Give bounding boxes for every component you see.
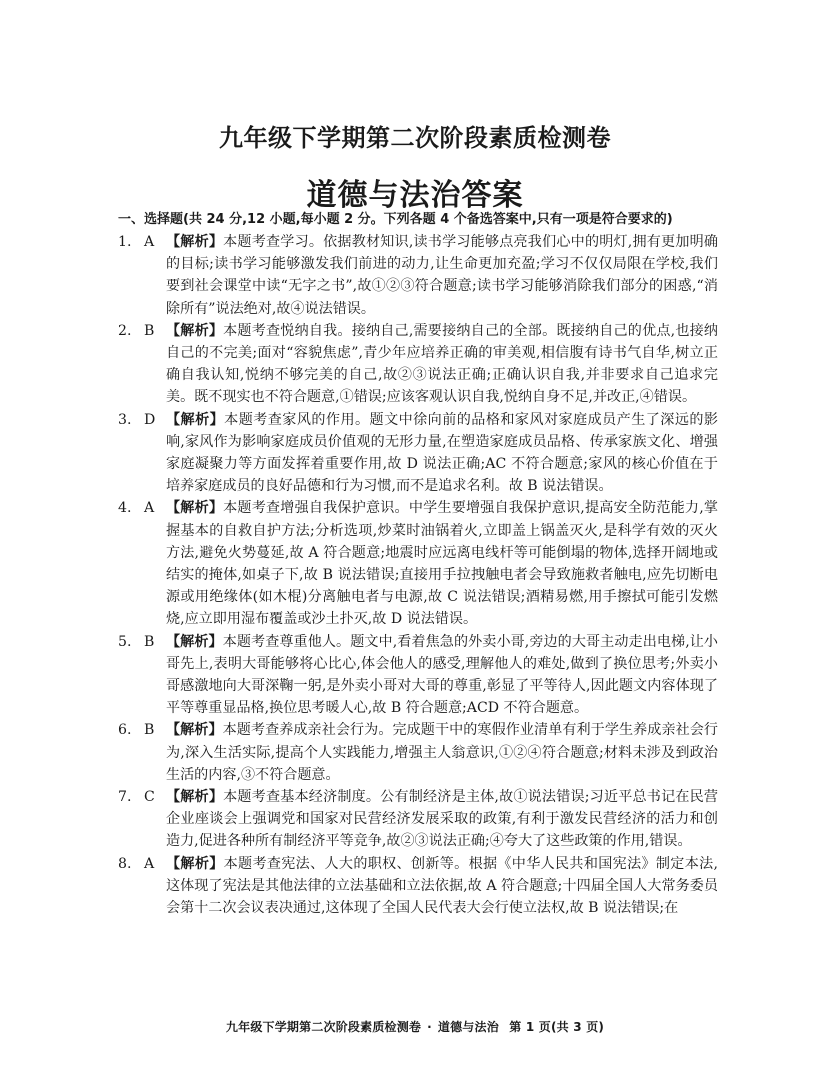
footer-separator: ·	[427, 1020, 432, 1034]
answer-explanation	[118, 719, 718, 786]
answer-number: 5.	[118, 633, 132, 650]
answer-item-3	[118, 409, 718, 498]
analysis-tag: 【解析】	[166, 855, 224, 872]
section-heading: 一、选择题(共 24 分,12 小题,每小题 2 分。下列各题 4 个备选答案中,只有一项是符合要求的)	[118, 212, 673, 227]
answer-number: 7.	[118, 789, 132, 806]
exam-title: 九年级下学期第二次阶段素质检测卷	[219, 123, 611, 152]
explanation-text: 本题考查尊重他人。题文中,看着焦急的外卖小哥,旁边的大哥主动走出电梯,让小哥先上,表明大哥能够将心比心,体会他人的感受,理解他人的难处,做到了换位思考;外卖小哥感激地向大哥深鞠一躬,是外卖小哥对大哥的尊重,彰显了平等待人,因此题文内容体现了平等尊重显品格,换位思考暖人心,故 B 符合题意;ACD 不符合题意。	[166, 633, 719, 717]
answer-number: 2.	[118, 322, 132, 339]
explanation-text: 本题考查学习。依据教材知识,读书学习能够点亮我们心中的明灯,拥有更加明确的目标;读书学习能够激发我们前进的动力,让生命更加充盈;学习不仅仅局限在学校,我们要到社会课堂中读“无字之书”,故①②③符合题意;读书学习能够消除我们部分的困惑,“消除所有”说法绝对,故④说法错误。	[166, 234, 718, 317]
answer-number: 4.	[118, 500, 132, 517]
footer-exam-title: 九年级下学期第二次阶段素质检测卷	[225, 1020, 422, 1034]
explanation-text: 本题考查基本经济制度。公有制经济是主体,故①说法错误;习近平总书记在民营企业座谈会上强调党和国家对民营经济发展采取的政策,有利于激发民营经济的活力和创造力,促进各种所有制经济平等竞争,故②③说法正确;④夸大了这些政策的作用,错误。	[166, 789, 719, 850]
analysis-tag: 【解析】	[166, 322, 224, 339]
analysis-tag: 【解析】	[166, 633, 223, 650]
answer-explanation	[118, 409, 718, 498]
answer-list	[118, 231, 718, 919]
answer-number: 6.	[118, 722, 132, 739]
explanation-text: 本题考查家风的作用。题文中徐向前的品格和家风对家庭成员产生了深远的影响,家风作为影响家庭成员价值观的无形力量,在塑造家庭成员品格、传承家族文化、增强家庭凝聚力等方面发挥着重要作用,故 D 说法正确;AC 不符合题意;家风的核心价值在于培养家庭成员的良好品德和行为习惯,而不是追求名利。故 B 说法错误。	[166, 411, 719, 495]
answer-choice: A	[144, 234, 155, 250]
analysis-tag: 【解析】	[166, 789, 224, 806]
answer-number: 8.	[118, 855, 132, 872]
explanation-text: 本题考查宪法、人大的职权、创新等。根据《中华人民共和国宪法》制定本法,这体现了宪法是其他法律的立法基础和立法依据,故 A 符合题意;十四届全国人大常务委员会第十二次会议表决通过,这体现了全国人民代表大会行使立法权,故 B 说法错误;在	[166, 855, 718, 917]
answer-explanation	[118, 320, 718, 409]
answer-item-5	[118, 631, 718, 720]
page-footer	[0, 1018, 830, 1035]
answer-choice: C	[144, 789, 155, 806]
answer-choice: A	[144, 855, 155, 872]
answer-choice: B	[144, 633, 155, 650]
answer-item-2	[118, 320, 718, 409]
answer-explanation	[118, 631, 718, 720]
answer-item-1	[118, 231, 718, 320]
analysis-tag: 【解析】	[166, 722, 223, 739]
analysis-tag: 【解析】	[166, 234, 224, 250]
page-number: 第 1 页(共 3 页)	[509, 1020, 605, 1034]
footer-subject: 道德与法治	[437, 1020, 499, 1034]
answer-item-6	[118, 719, 718, 786]
analysis-tag: 【解析】	[166, 500, 224, 517]
answer-choice: B	[144, 322, 155, 339]
subject-title: 道德与法治答案	[306, 178, 524, 213]
answer-item-7	[118, 786, 718, 853]
answer-explanation	[118, 853, 718, 920]
answer-choice: B	[144, 722, 155, 739]
analysis-tag: 【解析】	[166, 411, 225, 428]
answer-item-8	[118, 853, 718, 920]
answer-explanation	[118, 497, 718, 630]
explanation-text: 本题考查增强自我保护意识。中学生要增强自我保护意识,提高安全防范能力,掌握基本的自救自护方法;分析选项,炒菜时油锅着火,立即盖上锅盖灭火,是科学有效的灭火方法,避免火势蔓延,故 A 符合题意;地震时应远离电线杆等可能倒塌的物体,选择开阔地或结实的掩体,如桌子下,故 B 说法错误;直接用手拉拽触电者会导致施救者触电,应先切断电源或用绝缘体(如木棍)分离触电者与电源,故 C 说法错误;酒精易燃,用手擦拭可能引发燃烧,应立即用湿布覆盖或沙土扑灭,故 D 说法错误。	[166, 500, 718, 628]
answer-number: 1.	[118, 234, 132, 250]
answer-choice: A	[144, 500, 155, 517]
explanation-text: 本题考查养成亲社会行为。完成题干中的寒假作业清单有利于学生养成亲社会行为,深入生活实际,提高个人实践能力,增强主人翁意识,①②④符合题意;材料未涉及到政治生活的内容,③不符合题意。	[166, 722, 718, 783]
answer-item-4	[118, 497, 718, 630]
answer-number: 3.	[118, 411, 132, 428]
explanation-text: 本题考查悦纳自我。接纳自己,需要接纳自己的全部。既接纳自己的优点,也接纳自己的不完美;面对“容貌焦虑”,青少年应培养正确的审美观,相信腹有诗书气自华,树立正确自我认知,悦纳不够完美的自己,故②③说法正确;正确认识自我,并非要求自己追求完美。既不现实也不符合题意,①错误;应该客观认识自我,悦纳自身不足,并改正,④错误。	[166, 322, 718, 406]
answer-explanation	[118, 786, 718, 853]
answer-choice: D	[144, 411, 156, 428]
answer-explanation	[118, 231, 718, 320]
